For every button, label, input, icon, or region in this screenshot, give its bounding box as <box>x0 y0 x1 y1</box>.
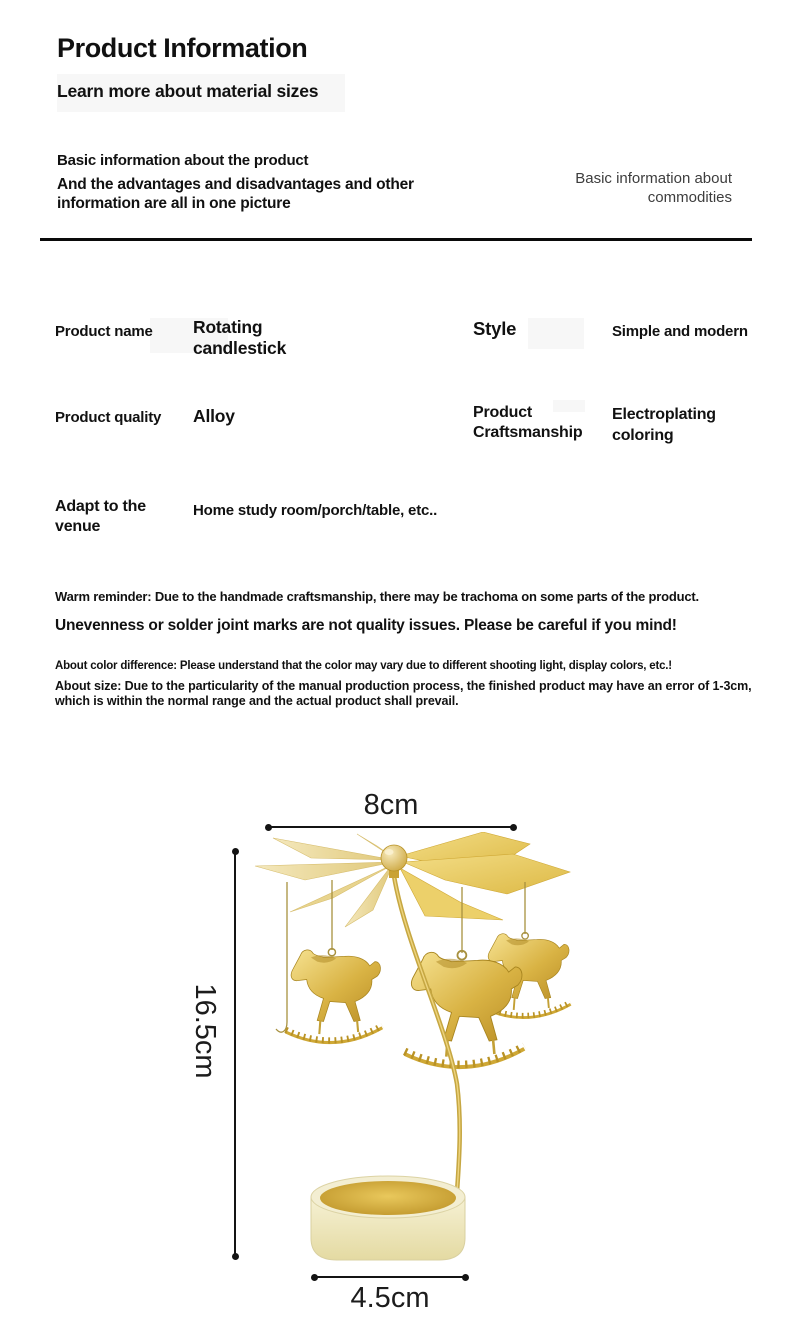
intro-line-1: Basic information about the product <box>57 152 309 169</box>
dimension-height-line <box>234 851 236 1257</box>
spec-value-product-name: Rotating candlestick <box>193 317 287 358</box>
tealight-base <box>311 1176 465 1260</box>
dimension-width-label: 8cm <box>363 789 419 821</box>
spec-label-style: Style <box>473 318 517 339</box>
spec-label-product-quality: Product quality <box>55 409 162 426</box>
intro-right-note: Basic information about commodities <box>575 170 732 206</box>
style-highlight <box>528 318 584 349</box>
quality-note: Unevenness or solder joint marks are not quality issues. Please be careful if you mind! <box>55 617 677 634</box>
divider-rule <box>40 238 752 241</box>
page-subtitle: Learn more about material sizes <box>57 81 319 101</box>
spec-label-craftsmanship: Product Craftsmanship <box>473 404 583 441</box>
dimension-base-label: 4.5cm <box>350 1282 430 1314</box>
rocking-horse-left <box>286 949 383 1043</box>
warm-reminder-note: Warm reminder: Due to the handmade craftsmanship, there may be trachoma on some parts of the product. <box>55 589 699 604</box>
spec-value-adapt-venue: Home study room/porch/table, etc.. <box>193 502 438 519</box>
size-note: About size: Due to the particularity of the manual production process, the finished product may have an error of 1-3cm, which is within the normal range and the actual product shall prevail. <box>55 679 752 708</box>
page-title: Product Information <box>57 33 308 63</box>
spec-label-product-name: Product name <box>55 323 153 340</box>
color-difference-note: About color difference: Please understand that the color may vary due to different shooting light, display colors, etc.! <box>55 660 672 672</box>
dimension-height-label: 16.5cm <box>189 983 221 1079</box>
spec-label-adapt-venue: Adapt to the venue <box>55 498 146 535</box>
dimension-width-line <box>268 826 514 828</box>
product-photo-rotating-candlestick <box>245 832 580 1267</box>
spec-value-craftsmanship: Electroplating coloring <box>612 406 716 444</box>
pinwheel-icon <box>255 832 570 927</box>
dimension-base-line <box>314 1276 466 1278</box>
spec-value-style: Simple and modern <box>612 323 748 340</box>
spec-value-product-quality: Alloy <box>193 406 235 426</box>
intro-line-2: And the advantages and disadvantages and other information are all in one picture <box>57 176 414 212</box>
